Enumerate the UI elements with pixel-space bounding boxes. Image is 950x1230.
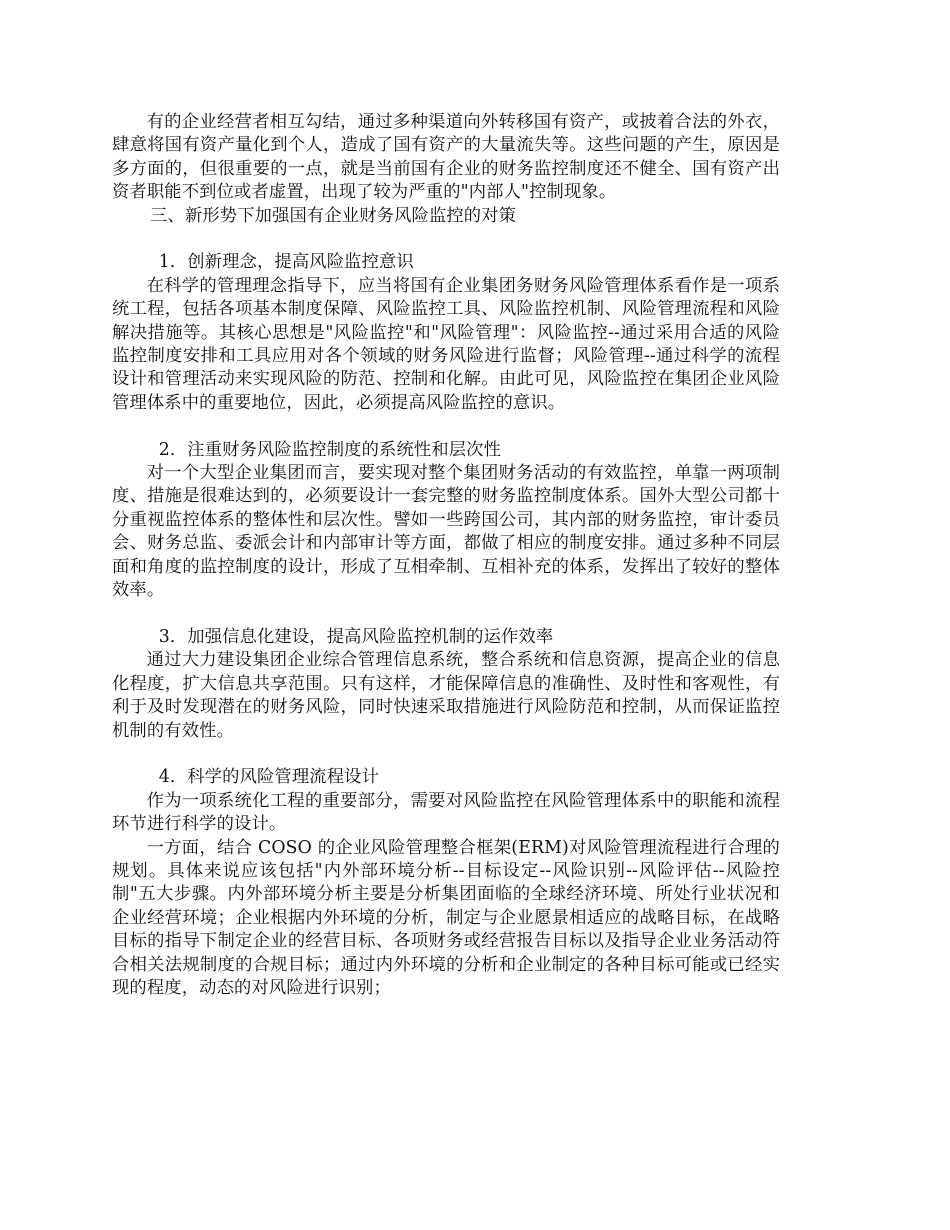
section-title: 三、新形势下加强国有企业财务风险监控的对策 [150, 205, 517, 226]
paragraph-3: 通过大力建设集团企业综合管理信息系统，整合系统和信息资源，提高企业的信息化程度，扩大信息共享范围。只有这样，才能保障信息的准确性、及时性和客观性，有利于及时发现潜在的财务风险，同时快速采取措施进行风险防范和控制，从而保证监控机制的有效性。 [112, 650, 780, 741]
paragraph-2: 对一个大型企业集团而言，要实现对整个集团财务活动的有效监控，单靠一两项制度、措施是很难达到的，必须要设计一套完整的财务监控制度体系。国外大型公司都十分重视监控体系的整体性和层次性。譬如一些跨国公司，其内部的财务监控，审计委员会、财务总监、委派会计和内部审计等方面，都做了相应的制度安排。通过多种不同层面和角度的监控制度的设计，形成了互相牵制、互相补充的体系，发挥出了较好的整体效率。 [112, 463, 780, 601]
paragraph-intro: 有的企业经营者相互勾结，通过多种渠道向外转移国有资产，或披着合法的外衣，肆意将国有资产量化到个人，造成了国有资产的大量流失等。这些问题的产生，原因是多方面的，但很重要的一点，就是当前国有企业的财务监控制度还不健全、国有资产出资者职能不到位或者虚置，出现了较为严重的"内部人"控制现象。 [112, 112, 780, 203]
subheading-1: 1．创新理念，提高风险监控意识 [158, 252, 414, 273]
paragraph-4: 作为一项系统化工程的重要部分，需要对风险监控在风险管理体系中的职能和流程环节进行科学的设计。 [112, 790, 780, 835]
spacer [112, 228, 780, 251]
paragraph-5: 一方面，结合 COSO 的企业风险管理整合框架(ERM)对风险管理流程进行合理的规划。具体来说应该包括"内外部环境分析--目标设定--风险识别--风险评估--风险控制"五大步骤。内外部环境分析主要是分析集团面临的全球经济环境、所处行业状况和企业经营环境；企业根据内外环境的分析，制定与企业愿景相适应的战略目标，在战略目标的指导下制定企业的经营目标、各项财务或经营报告目标以及指导企业业务活动符合相关法规制度的合规目标；通过内外环境的分析和企业制定的各种目标可能或已经实现的程度，动态的对风险进行识别； [112, 837, 780, 998]
spacer [112, 415, 780, 438]
spacer [112, 603, 780, 626]
document-page [112, 111, 780, 1000]
spacer [112, 743, 780, 766]
subheading-2: 2．注重财务风险监控制度的系统性和层次性 [158, 439, 502, 460]
subheading-3: 3．加强信息化建设，提高风险监控机制的运作效率 [158, 626, 554, 647]
paragraph-1: 在科学的管理理念指导下，应当将国有企业集团务财务风险管理体系看作是一项系统工程，包括各项基本制度保障、风险监控工具、风险监控机制、风险管理流程和风险解决措施等。其核心思想是"风险监控"和"风险管理"：风险监控--通过采用合适的风险监控制度安排和工具应用对各个领域的财务风险进行监督；风险管理--通过科学的流程设计和管理活动来实现风险的防范、控制和化解。由此可见，风险监控在集团企业风险管理体系中的重要地位，因此，必须提高风险监控的意识。 [112, 275, 780, 413]
subheading-4: 4．科学的风险管理流程设计 [158, 767, 380, 788]
